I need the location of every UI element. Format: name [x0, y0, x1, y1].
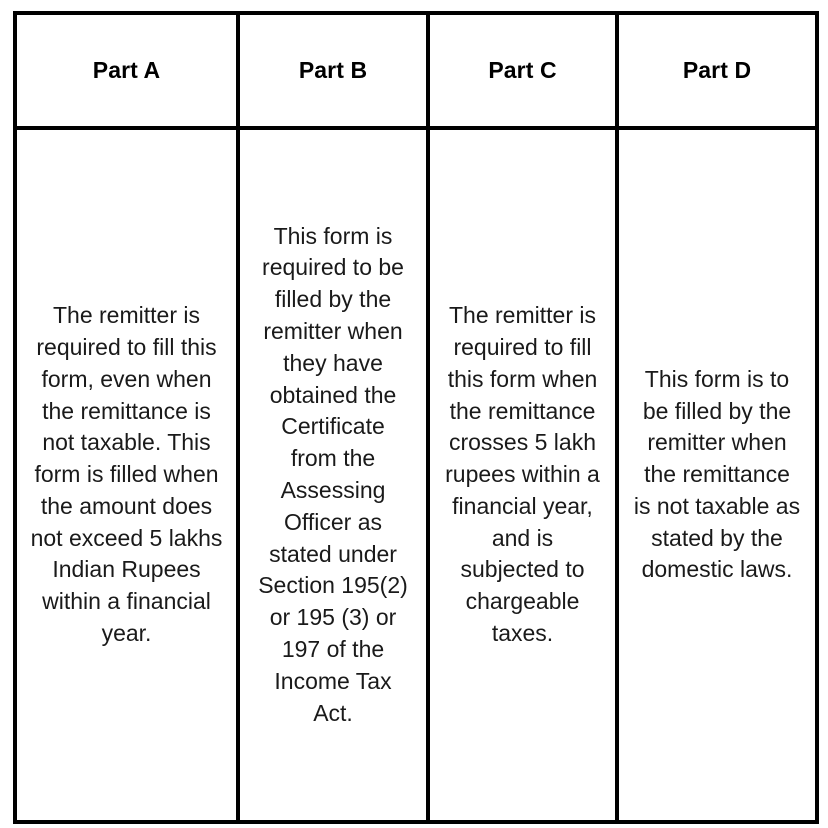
table-header	[15, 13, 817, 128]
column-header-label: Part B	[298, 56, 368, 83]
cell-description-text: This form is required to be filled by the remitter when they have obtained the Certificate from the Assessing Officer as stated under Section 195(2) or 195 (3) or 197 of the Income Tax Act.	[258, 222, 408, 726]
column-header-part-a	[15, 13, 238, 128]
cell-part-b	[238, 128, 428, 822]
column-header-part-d	[617, 13, 817, 128]
table-container	[13, 11, 815, 813]
table-header-row	[15, 13, 817, 128]
forms-comparison-table	[13, 11, 819, 824]
cell-part-d	[617, 128, 817, 822]
cell-part-a	[15, 128, 238, 822]
column-header-label: Part C	[488, 56, 557, 83]
column-header-part-b	[238, 13, 428, 128]
column-header-label: Part A	[92, 56, 161, 83]
column-header-part-c	[428, 13, 617, 128]
column-header-label: Part D	[682, 56, 752, 83]
table-row	[15, 128, 817, 822]
cell-description-text: The remitter is required to fill this form when the remittance crosses 5 lakh rupees within a financial year, and is subjected to chargeable taxes.	[445, 302, 600, 647]
cell-description-text: This form is to be filled by the remitter when the remittance is not taxable as stated by the domestic laws.	[633, 365, 801, 583]
cell-part-c	[428, 128, 617, 822]
table-body	[15, 128, 817, 822]
cell-description-text: The remitter is required to fill this form, even when the remittance is not taxable. This form is filled when the amount does not exceed 5 lakhs Indian Rupees within a financial year.	[30, 302, 223, 647]
